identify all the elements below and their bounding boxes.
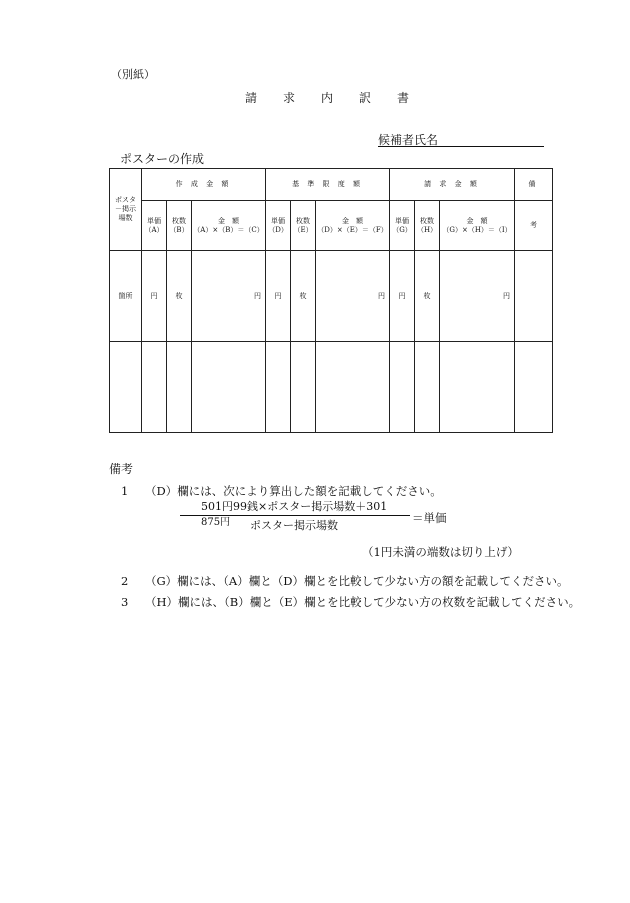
cell-empty[interactable] (192, 342, 266, 433)
cell-empty[interactable] (266, 342, 291, 433)
cell-count-e[interactable] (291, 251, 316, 342)
cell-empty[interactable] (440, 342, 515, 433)
subheader-amount-c: 金 額 （A）×（B）＝（C） (192, 201, 266, 251)
cell-empty[interactable] (291, 342, 316, 433)
billing-table (109, 168, 553, 433)
note-item-2 (121, 573, 568, 589)
subheader-count-e: 枚数 （E） (291, 201, 316, 251)
cell-empty[interactable] (515, 342, 553, 433)
cell-empty[interactable] (110, 342, 142, 433)
unit-label: 円 (398, 291, 406, 300)
formula-numerator: 501円99銭×ポスター掲示場数＋301 (201, 500, 388, 513)
cell-amount-f[interactable] (316, 251, 390, 342)
cell-amount-c[interactable] (192, 251, 266, 342)
unit-label: 円 (378, 291, 386, 300)
header-remarks-top: 備 (515, 169, 553, 201)
subheader-count-h: 枚数 （H） (415, 201, 440, 251)
note-number: 1 (121, 484, 129, 498)
title-char: 求 (283, 91, 298, 105)
title-char: 内 (321, 91, 336, 105)
cell-empty[interactable] (390, 342, 415, 433)
table-row (110, 342, 553, 433)
rounding-note: （1円未満の端数は切り上げ） (362, 545, 519, 559)
cell-empty[interactable] (415, 342, 440, 433)
note-item-1 (121, 483, 442, 499)
unit-label: 枚 (175, 291, 183, 300)
unit-label: 円 (274, 291, 282, 300)
unit-label: 箇所 (118, 291, 133, 300)
note-number: 2 (121, 574, 129, 588)
cell-unit-price-a[interactable] (142, 251, 167, 342)
header-poster-sites: ポスタ －掲示 場数 (110, 169, 142, 251)
cell-unit-price-g[interactable] (390, 251, 415, 342)
note-text: （H）欄には、（B）欄と（E）欄とを比較して少ない方の枚数を記載してください。 (145, 595, 581, 609)
unit-label: 円 (150, 291, 158, 300)
cell-empty[interactable] (316, 342, 390, 433)
formula-result: ＝単価 (412, 511, 447, 525)
note-item-3 (121, 594, 580, 610)
section-title: ポスターの作成 (120, 152, 205, 166)
subheader-unit-price-g: 単価 （G） (390, 201, 415, 251)
unit-label: 円 (503, 291, 511, 300)
note-number: 3 (121, 595, 129, 609)
cell-empty[interactable] (142, 342, 167, 433)
unit-label: 枚 (299, 291, 307, 300)
note-text: （D）欄には、次により算出した額を記載してください。 (145, 484, 442, 498)
cell-count-h[interactable] (415, 251, 440, 342)
title-char: 請 (245, 91, 260, 105)
header-standard-limit: 基 準 限 度 額 (266, 169, 390, 201)
document-title (245, 89, 435, 106)
header-creation-amount: 作 成 金 額 (142, 169, 266, 201)
cell-empty[interactable] (167, 342, 192, 433)
table-row (110, 251, 553, 342)
title-char: 訳 (359, 91, 374, 105)
header-remarks-bottom: 考 (515, 201, 553, 251)
subheader-count-b: 枚数 （B） (167, 201, 192, 251)
cell-unit-price-d[interactable] (266, 251, 291, 342)
formula-left-term: 875円 (201, 517, 231, 528)
cell-remarks[interactable] (515, 251, 553, 342)
subheader-amount-f: 金 額 （D）×（E）＝（F） (316, 201, 390, 251)
cell-count-b[interactable] (167, 251, 192, 342)
title-char: 書 (397, 91, 412, 105)
header-claim-amount: 請 求 金 額 (390, 169, 515, 201)
subheader-amount-i: 金 額 （G）×（H）＝（I） (440, 201, 515, 251)
candidate-name-field[interactable] (378, 131, 544, 147)
candidate-name-label: 候補者氏名 (378, 133, 439, 147)
cell-amount-i[interactable] (440, 251, 515, 342)
cell-sites[interactable] (110, 251, 142, 342)
note-text: （G）欄には、（A）欄と（D）欄とを比較して少ない方の額を記載してください。 (145, 574, 569, 588)
formula-denominator: ポスター掲示場数 (250, 519, 338, 532)
notes-heading: 備考 (109, 462, 134, 476)
subheader-unit-price-a: 単価 （A） (142, 201, 167, 251)
attachment-label: （別紙） (111, 68, 155, 81)
unit-label: 枚 (423, 291, 431, 300)
subheader-unit-price-d: 単価 （D） (266, 201, 291, 251)
unit-label: 円 (254, 291, 262, 300)
